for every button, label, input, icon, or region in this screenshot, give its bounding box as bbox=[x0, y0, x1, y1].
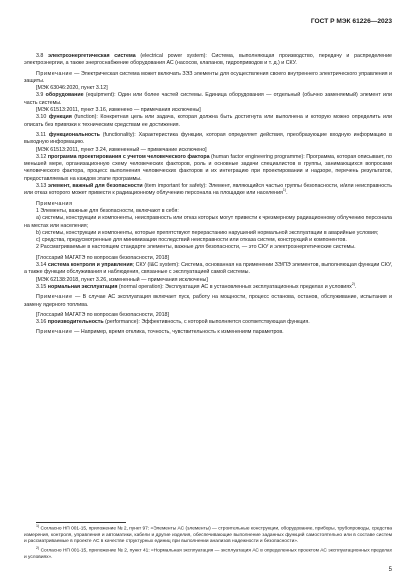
reference-3-9: [МЭК 61513:2011, пункт 3.16, изменено — примечания исключены] bbox=[36, 107, 201, 114]
definition-3-8: 3.8 электроэнергетическая система (electrical power system): Система, выполняющая производство, передачу и распределение электроэнергии, а также энергоснабжение оборудования АС (насосов, клапанов, гидроприводов и т. д.) и СКУ. bbox=[24, 53, 392, 67]
definition-3-11: 3.11 функциональность (functionality): Характеристика функции, которая определяет действия, преобразующие входную информацию в выходную информацию. bbox=[24, 131, 392, 146]
footnote-1: $^{1)}$ Согласно НП 001-15, приложение № 2, пункт 97: «Элементы АС (элементы) — строительные конструкции, оборудование, приборы, трубопроводы, средства измерения, контроля, управления и автоматики, кабели и другие изделия, обеспечивающие выполнение заданных функций самостоятельно или в составе систем и рассматриваемые в проекте АС в качестве структурных единиц при выполнении анализов надежности и безопасности». bbox=[24, 524, 392, 545]
definition-3-16: 3.16 производительность (performance): Эффективность, с которой выполняется соответствующая функция. bbox=[36, 319, 310, 326]
definition-3-13: 3.13 элемент, важный для безопасности (item important for safety): Элемент, являющийся частью группы безопасности, и/или неисправность или отказ которого может привести к радиационному облучению персонала на площадке или населения$^{1)}$. bbox=[24, 183, 392, 197]
document-header: ГОСТ Р МЭК 61226—2023 bbox=[310, 18, 392, 25]
note-item: а) системы, конструкции и компоненты, неисправность или отказ которых могут привести к чрезмерному радиационному облучению персонала на местах или населения; bbox=[24, 215, 392, 229]
definition-3-14: 3.14 система контроля и управления; СКУ (I&C system): Система, основанная на применении ЗЭ/ПЭ элементов, выполняющая функции СКУ, а также функции обслуживания и наблюдения, связанные с эксплуатацией самой системы. bbox=[24, 262, 392, 276]
definition-3-12: 3.12 программа проектирования с учетом человеческого фактора (human factor engineering programme): Программа, которая описывает, по меньшей мере, организационную схему человеческих факторов, роль и основные задачи специалистов в группы, занимающихся вопросами человеческого фактора, процесс выполнения человеческих факторов и их интеграцию при проектировании и надзоре, перечень результатов, предоставляемых на каждом этапе программы. bbox=[24, 153, 392, 182]
footnote-ref-2: 2) bbox=[351, 282, 355, 287]
document-body bbox=[24, 53, 392, 337]
reference-3-11: [МЭК 61513:2011, пункт 3.24, измененный — примечание исключено] bbox=[36, 146, 207, 153]
reference-3-8: [МЭК 63046:2020, пункт 3.12] bbox=[36, 85, 108, 92]
footnotes bbox=[24, 522, 392, 563]
definition-3-9: 3.9 оборудование (equipment): Один или более частей системы. Единица оборудования — отдельный (обычно заменяемый) элемент или часть системы. bbox=[24, 92, 392, 106]
note-item: 2 Рассматриваемые в настоящем стандарте элементы, важные для безопасности, — это СКУ и электроэнергетические системы. bbox=[36, 244, 356, 251]
footnote-2: $^{2)}$ Согласно НП 001-15, приложение № 2, пункт 41: «Нормальная эксплуатация — эксплуатация АС в определенных проектом АС эксплуатационных пределах и условиях». bbox=[24, 545, 392, 560]
footnote-ref-1: 1) bbox=[282, 188, 287, 193]
note-item: 1 Элементы, важные для безопасности, включают в себя: bbox=[36, 207, 179, 214]
note-3-15: Примечание — В случае АС эксплуатация включает пуск, работу на мощности, процесс останова, останов, обслуживание, испытания и замену ядерного топлива. bbox=[24, 294, 392, 308]
note-3-16: Примечание — Например, время отклика, точность, чувствительность к изменениям параметров. bbox=[36, 329, 284, 336]
note-item: b) системы, конструкции и компоненты, которые препятствуют перерастанию нарушений нормальной эксплуатации в аварийные условия; bbox=[36, 229, 379, 236]
note-item: c) средства, предусмотренные для минимизации последствий неисправности или отказа систем, конструкций и компонентов. bbox=[36, 237, 347, 244]
footnote-divider bbox=[36, 522, 126, 523]
reference-3-15: [Глоссарий МАГАТЭ по вопросам безопасности, 2018] bbox=[36, 311, 169, 318]
page-number: 5 bbox=[388, 567, 392, 573]
notes-3-13-title: Примечания bbox=[36, 200, 73, 207]
definition-3-10: 3.10 функция (function): Конкретная цель или задача, которая должна быть достигнута или выполнена и которую можно определить или описать без привязки к техническим средствам ее достижения. bbox=[24, 114, 393, 128]
reference-3-13: [Глоссарий МАГАТЭ по вопросам безопасности, 2018] bbox=[36, 254, 169, 261]
note-3-8: Примечание — Электрическая система может включать ЗЭЗ элементы для осуществления своего внутреннего электрического управления и защиты. bbox=[24, 70, 392, 84]
definition-3-15: 3.15 нормальная эксплуатация (normal operation): Эксплуатация АС в установленных эксплуатационных пределах и условиях$^{2)}$. bbox=[36, 282, 357, 290]
reference-3-14: [МЭК 62138:2018, пункт 3.26, измененный — примечания исключены] bbox=[36, 276, 208, 283]
